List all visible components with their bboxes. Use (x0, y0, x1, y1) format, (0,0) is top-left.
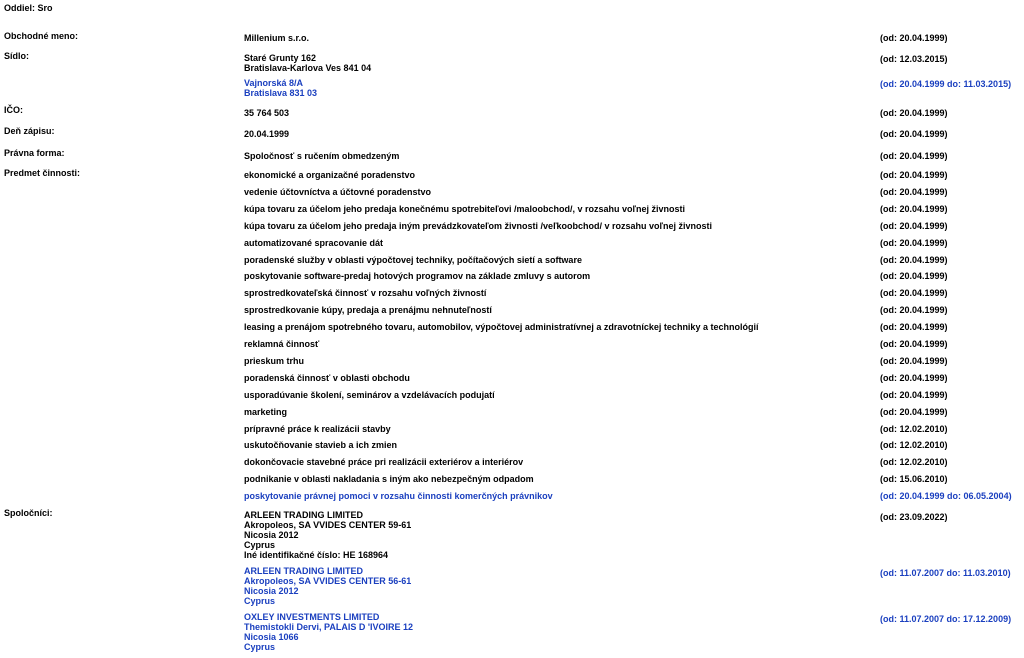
predmet-item-text: kúpa tovaru za účelom jeho predaja iným prevádzkovateľom živnosti /veľkoobchod/ v rozsahu voľnej živnosti (244, 221, 713, 231)
predmet-item-date: (od: 20.04.1999) (880, 238, 948, 248)
spolocnik-name: ARLEEN TRADING LIMITED (244, 566, 363, 576)
spolocnik-country: Cyprus (244, 540, 276, 550)
predmet-item-text: poradenská činnosť v oblasti obchodu (244, 373, 410, 383)
predmet-item-date: (od: 20.04.1999) (880, 187, 948, 197)
spolocnik-entry-historical (244, 612, 413, 652)
spolocnik-id: Iné identifikačné číslo: HE 168964 (244, 550, 389, 560)
predmet-item-date: (od: 20.04.1999) (880, 204, 948, 214)
spolocnik-street: Themistokli Dervi, PALAIS D 'IVOIRE 12 (244, 622, 414, 632)
predmet-item-text: poskytovanie právnej pomoci v rozsahu činnosti komerčných právnikov (244, 491, 553, 501)
spolocnik-name: OXLEY INVESTMENTS LIMITED (244, 612, 380, 622)
spolocnik-entry (244, 510, 411, 560)
sidlo-historical-line: Vajnorská 8/A (244, 78, 304, 88)
spolocnik-date: (od: 23.09.2022) (880, 512, 948, 522)
predmet-item-text: poskytovanie software-predaj hotových programov na základe zmluvy s autorom (244, 271, 591, 281)
pravna-forma-label: Právna forma: (4, 148, 65, 158)
sidlo-current-line: Bratislava-Karlova Ves 841 04 (244, 63, 372, 73)
sidlo-current-line: Staré Grunty 162 (244, 53, 317, 63)
predmet-item-text: poradenské služby v oblasti výpočtovej techniky, počítačových sietí a software (244, 255, 582, 265)
predmet-item-text: vedenie účtovníctva a účtovné poradenstvo (244, 187, 432, 197)
predmet-cinnosti-label: Predmet činnosti: (4, 168, 81, 178)
sidlo-historical-line: Bratislava 831 03 (244, 88, 318, 98)
spolocnik-date-historical: (od: 11.07.2007 do: 17.12.2009) (880, 614, 1012, 624)
predmet-item-date: (od: 20.04.1999) (880, 271, 948, 281)
oddiel-value: Sro (37, 3, 53, 13)
predmet-item-text: ekonomické a organizačné poradenstvo (244, 170, 416, 180)
spolocnik-street: Akropoleos, SA VVIDES CENTER 59-61 (244, 520, 412, 530)
predmet-item-date: (od: 20.04.1999) (880, 255, 948, 265)
den-zapisu-value: 20.04.1999 (244, 129, 290, 139)
predmet-item-date: (od: 20.04.1999) (880, 356, 948, 366)
predmet-item-date: (od: 20.04.1999) (880, 221, 948, 231)
predmet-item-text: usporadúvanie školení, seminárov a vzdelávacích podujatí (244, 390, 495, 400)
spolocnik-date-historical: (od: 11.07.2007 do: 11.03.2010) (880, 568, 1011, 578)
spolocnik-street: Akropoleos, SA VVIDES CENTER 56-61 (244, 576, 412, 586)
sidlo-historical (244, 78, 317, 98)
ico-label: IČO: (4, 105, 23, 115)
spolocnik-city: Nicosia 2012 (244, 530, 299, 540)
obchodne-meno-value: Millenium s.r.o. (244, 33, 310, 43)
sidlo-current (244, 53, 371, 73)
spolocnik-name: ARLEEN TRADING LIMITED (244, 510, 363, 520)
predmet-item-date: (od: 20.04.1999 do: 06.05.2004) (880, 491, 1012, 501)
den-zapisu-date: (od: 20.04.1999) (880, 129, 948, 139)
spolocnik-city: Nicosia 2012 (244, 586, 299, 596)
predmet-item-date: (od: 20.04.1999) (880, 170, 948, 180)
predmet-item-text: leasing a prenájom spotrebného tovaru, automobilov, výpočtovej administratívnej a zdravotníckej techniky a technológií (244, 322, 759, 332)
predmet-item-text: podnikanie v oblasti nakladania s iným ako nebezpečným odpadom (244, 474, 534, 484)
predmet-item-text: prieskum trhu (244, 356, 305, 366)
pravna-forma-value: Spoločnosť s ručením obmedzeným (244, 151, 400, 161)
predmet-item-date: (od: 20.04.1999) (880, 373, 948, 383)
predmet-item-date: (od: 20.04.1999) (880, 390, 948, 400)
obchodne-meno-date: (od: 20.04.1999) (880, 33, 948, 43)
ico-value: 35 764 503 (244, 108, 290, 118)
predmet-item-date: (od: 20.04.1999) (880, 305, 948, 315)
predmet-item-date: (od: 20.04.1999) (880, 339, 948, 349)
predmet-item-text: uskutočňovanie stavieb a ich zmien (244, 440, 398, 450)
den-zapisu-label: Deň zápisu: (4, 126, 55, 136)
spolocnik-country: Cyprus (244, 642, 276, 652)
ico-date: (od: 20.04.1999) (880, 108, 948, 118)
predmet-item-date: (od: 12.02.2010) (880, 424, 948, 434)
predmet-item-date: (od: 20.04.1999) (880, 407, 948, 417)
predmet-item-text: reklamná činnosť (244, 339, 320, 349)
predmet-item-text: prípravné práce k realizácii stavby (244, 424, 391, 434)
predmet-item-date: (od: 20.04.1999) (880, 288, 948, 298)
obchodne-meno-label: Obchodné meno: (4, 31, 78, 41)
spolocnici-label: Spoločníci: (4, 508, 53, 518)
oddiel-heading (4, 3, 53, 13)
oddiel-label: Oddiel: (4, 3, 35, 13)
predmet-item-date: (od: 12.02.2010) (880, 457, 948, 467)
predmet-item-text: marketing (244, 407, 288, 417)
predmet-item-text: sprostredkovateľská činnosť v rozsahu voľných živností (244, 288, 487, 298)
spolocnik-city: Nicosia 1066 (244, 632, 299, 642)
spolocnik-entry-historical (244, 566, 411, 606)
sidlo-historical-date: (od: 20.04.1999 do: 11.03.2015) (880, 79, 1012, 89)
spolocnik-country: Cyprus (244, 596, 276, 606)
predmet-item-text: kúpa tovaru za účelom jeho predaja konečnému spotrebiteľovi /maloobchod/, v rozsahu voľnej živnosti (244, 204, 686, 214)
predmet-item-text: dokončovacie stavebné práce pri realizácii exteriérov a interiérov (244, 457, 524, 467)
pravna-forma-date: (od: 20.04.1999) (880, 151, 948, 161)
predmet-item-text: sprostredkovanie kúpy, predaja a prenájmu nehnuteľností (244, 305, 492, 315)
sidlo-current-date: (od: 12.03.2015) (880, 54, 948, 64)
predmet-item-date: (od: 15.06.2010) (880, 474, 948, 484)
predmet-item-date: (od: 12.02.2010) (880, 440, 948, 450)
predmet-item-text: automatizované spracovanie dát (244, 238, 384, 248)
sidlo-label: Sídlo: (4, 51, 29, 61)
predmet-item-date: (od: 20.04.1999) (880, 322, 948, 332)
